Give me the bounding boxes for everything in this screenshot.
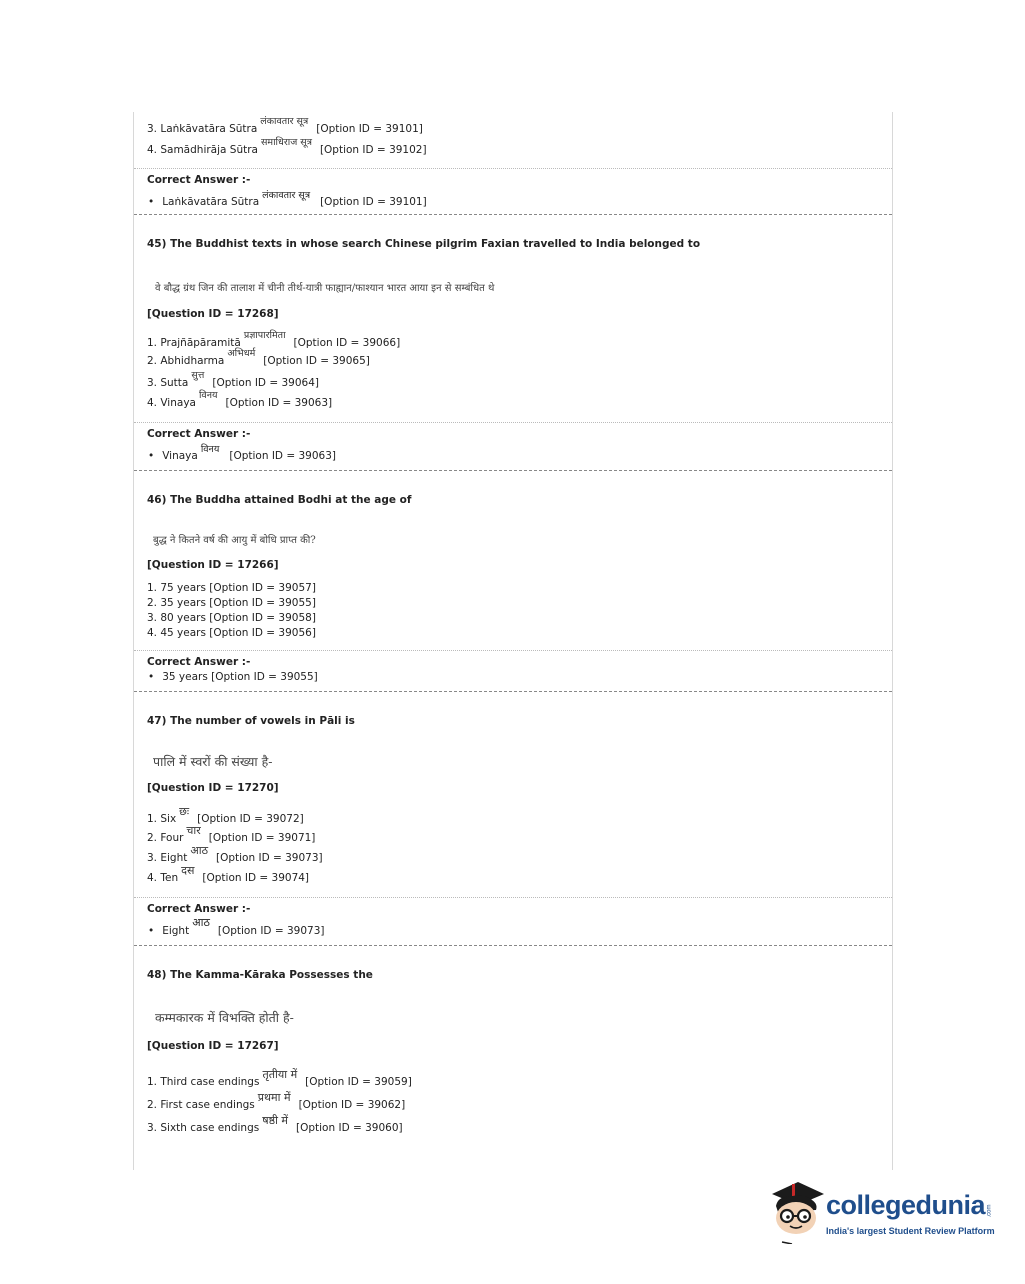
correct-answer — [147, 915, 892, 937]
option-text: 3. Sutta — [147, 377, 189, 389]
option-id: [Option ID = 39071] — [208, 832, 316, 844]
question-47 — [134, 715, 892, 885]
option-hindi: अभिधर्म — [227, 348, 256, 359]
question-id: [Question ID = 17268] — [147, 308, 279, 320]
option-hindi: प्रज्ञापारमिता — [243, 330, 286, 341]
question-title: 46) The Buddha attained Bodhi at the age of — [147, 494, 412, 506]
option-row: 2. 35 years [Option ID = 39055] — [147, 597, 316, 609]
option-hindi: प्रथमा में — [257, 1091, 291, 1104]
question-separator — [134, 945, 892, 946]
option-text: 3. Eight — [147, 852, 188, 864]
option-row: 4. 45 years [Option ID = 39056] — [147, 627, 316, 639]
option-row: 3. 80 years [Option ID = 39058] — [147, 612, 316, 624]
option-row — [147, 1112, 892, 1135]
question-hindi: कम्मकारक में विभक्ति होती है- — [155, 1010, 294, 1025]
option-hindi: षष्ठी में — [262, 1114, 288, 1127]
question-title: 48) The Kamma-Kāraka Possesses the — [147, 969, 373, 981]
correct-answer — [147, 668, 892, 686]
correct-answer-id: [Option ID = 39101] — [320, 196, 427, 208]
correct-answer-hindi: आठ — [192, 916, 210, 929]
correct-answer — [147, 186, 892, 208]
option-text: 4. Ten — [147, 872, 179, 884]
option-id: [Option ID = 39063] — [225, 397, 333, 409]
question-separator — [134, 214, 892, 215]
option-id: [Option ID = 39101] — [316, 123, 423, 135]
option-hindi: समाधिराज सूत्र — [260, 137, 312, 148]
option-text: 1. Prajñāpāramitā — [147, 337, 241, 349]
option-id: [Option ID = 39072] — [197, 813, 304, 825]
question-separator — [134, 691, 892, 692]
correct-answer-id: [Option ID = 39073] — [217, 925, 325, 937]
option-text: 2. First case endings — [147, 1099, 255, 1111]
option-id: [Option ID = 39065] — [263, 355, 370, 367]
bullet-icon: • — [148, 671, 155, 683]
question-id: [Question ID = 17266] — [147, 559, 279, 571]
question-id: [Question ID = 17267] — [147, 1040, 279, 1052]
correct-answer-section — [134, 651, 892, 686]
correct-answer-id: [Option ID = 39063] — [229, 450, 336, 462]
option-hindi: लंकावतार सूत्र — [260, 116, 309, 127]
correct-answer-section — [134, 898, 892, 937]
correct-answer-label: Correct Answer :- — [147, 903, 251, 915]
question-46 — [134, 494, 892, 641]
collegedunia-logo — [768, 1178, 998, 1248]
prev-question — [134, 112, 892, 157]
option-row — [147, 826, 892, 845]
option-row: 1. 75 years [Option ID = 39057] — [147, 582, 316, 594]
correct-answer-hindi: विनय — [200, 444, 220, 455]
option-id: [Option ID = 39060] — [296, 1122, 403, 1134]
option-row — [147, 1089, 892, 1112]
option-text: 1. Six — [147, 813, 177, 825]
option-text: 3. Laṅkāvatāra Sūtra — [147, 123, 258, 135]
option-id: [Option ID = 39059] — [305, 1076, 412, 1088]
option-hindi: विनय — [198, 390, 218, 401]
question-id: [Question ID = 17270] — [147, 782, 279, 794]
correct-answer-section — [134, 423, 892, 462]
brand-domain: .com — [986, 1204, 993, 1218]
option-row — [147, 1066, 892, 1089]
question-title: 45) The Buddhist texts in whose search Chinese pilgrim Faxian travelled to India belonged to — [147, 238, 701, 250]
option-hindi: आठ — [190, 844, 208, 857]
option-id: [Option ID = 39064] — [212, 377, 319, 389]
correct-answer-label: Correct Answer :- — [147, 656, 251, 668]
question-45 — [134, 238, 892, 410]
mascot-icon — [768, 1178, 826, 1244]
question-title: 47) The number of vowels in Pāli is — [147, 715, 355, 727]
correct-answer-text: Eight — [162, 925, 190, 937]
option-row — [147, 118, 892, 136]
option-row — [147, 865, 892, 885]
brand-name: collegedunia — [826, 1190, 986, 1220]
bullet-icon: • — [148, 450, 155, 462]
option-text: 4. Samādhirāja Sūtra — [147, 144, 258, 156]
option-hindi: तृतीया में — [262, 1068, 298, 1081]
correct-answer-label: Correct Answer :- — [147, 174, 251, 186]
option-row — [147, 136, 892, 157]
option-row — [147, 807, 892, 826]
correct-answer-text: Vinaya — [162, 450, 198, 462]
bullet-icon: • — [148, 925, 155, 937]
option-row — [147, 368, 892, 390]
option-hindi: सुत्त — [191, 370, 205, 381]
question-separator — [134, 470, 892, 471]
bullet-icon: • — [148, 196, 155, 208]
option-id: [Option ID = 39062] — [298, 1099, 406, 1111]
option-id: [Option ID = 39066] — [293, 337, 401, 349]
option-row — [147, 390, 892, 410]
option-row — [147, 350, 892, 368]
option-hindi: छः — [179, 805, 190, 818]
option-id: [Option ID = 39073] — [216, 852, 323, 864]
question-hindi: वे बौद्ध ग्रंथ जिन की तालाश में चीनी तीर्थ-यात्री फाह्यान/फाश्यान भारत आया इन से सम्बंधित थे — [155, 283, 495, 294]
option-row — [147, 845, 892, 865]
option-text: 3. Sixth case endings — [147, 1122, 260, 1134]
correct-answer-text: 35 years [Option ID = 39055] — [162, 671, 318, 683]
brand-tagline: India's largest Student Review Platform — [826, 1226, 995, 1236]
option-text: 2. Four — [147, 832, 184, 844]
question-48 — [134, 969, 892, 1135]
option-text: 4. Vinaya — [147, 397, 196, 409]
correct-answer-section — [134, 169, 892, 208]
correct-answer — [147, 440, 892, 462]
correct-answer-label: Correct Answer :- — [147, 428, 251, 440]
option-text: 1. Third case endings — [147, 1076, 260, 1088]
option-hindi: चार — [186, 824, 201, 837]
correct-answer-text: Laṅkāvatāra Sūtra — [162, 196, 260, 208]
option-id: [Option ID = 39074] — [202, 872, 310, 884]
document-page — [133, 112, 893, 1170]
option-id: [Option ID = 39102] — [319, 144, 427, 156]
option-hindi: दस — [181, 864, 195, 877]
correct-answer-hindi: लंकावतार सूत्र — [262, 190, 311, 201]
question-hindi: बुद्ध ने कितने वर्ष की आयु में बोधि प्राप्त की? — [153, 535, 316, 546]
question-hindi: पालि में स्वरों की संख्या है- — [153, 754, 273, 769]
option-row — [147, 332, 892, 350]
option-text: 2. Abhidharma — [147, 355, 225, 367]
